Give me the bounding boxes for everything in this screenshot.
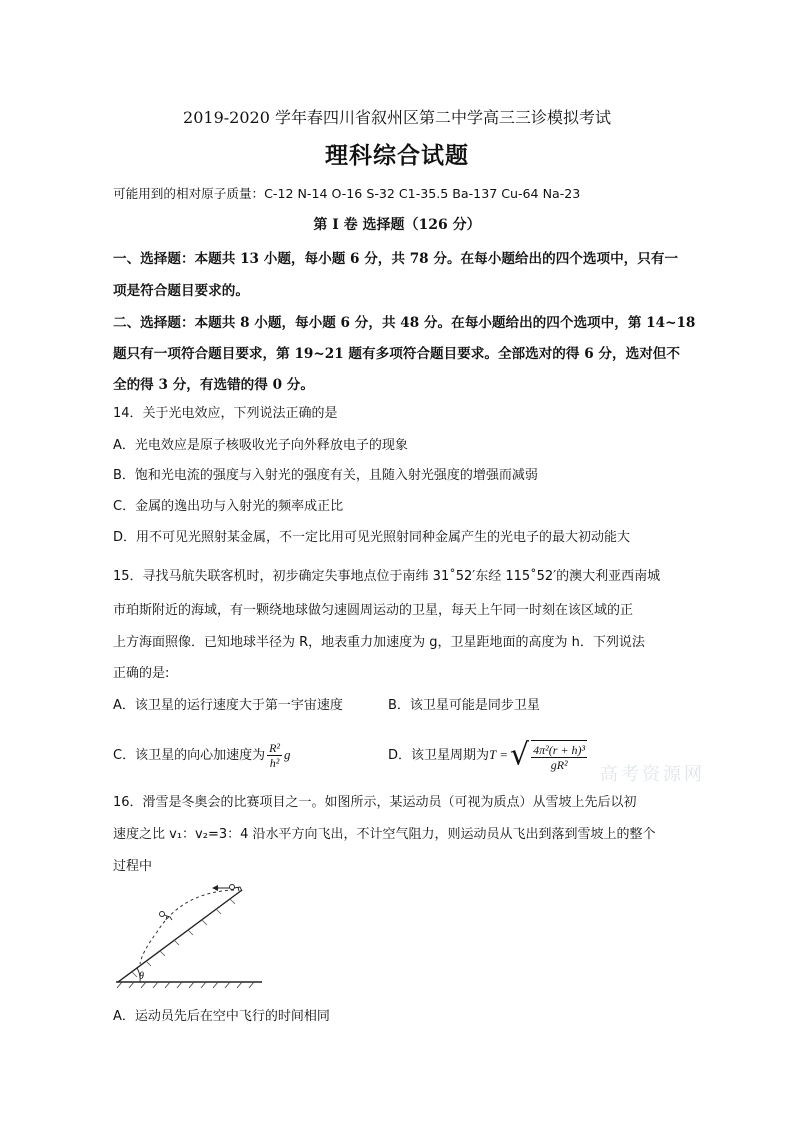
sqrt-sign-icon: √ [510,737,530,773]
exam-title: 2019-2020 学年春四川省叙州区第二中学高三三诊模拟考试 [183,108,611,127]
slope-line [118,890,242,982]
q16-stem-line2: 速度之比 v₁：v₂=3：4 沿水平方向飞出，不计空气阻力，则运动员从飞出到落到雪坡上的整个 [113,827,656,842]
q15-stem-line3: 上方海面照像．已知地球半径为 R，地表重力加速度为 g，卫星距地面的高度为 h．下列说法 [113,635,645,650]
q15-option-c-numerator: R² [269,741,281,755]
instruction-part2-line3: 全的得 3 分，有选错的得 0 分。 [113,377,314,393]
q15-option-d-prefix: D．该卫星周期为 [388,748,490,763]
q14-option-a: A．光电效应是原子核吸收光子向外释放电子的现象 [113,438,408,453]
angle-label: θ [139,971,144,982]
q15-option-d-numerator: 4π²(r + h)³ [533,742,586,757]
q15-option-b: B．该卫星可能是同步卫星 [388,698,540,713]
q15-option-c-denominator: h² [269,756,280,770]
q15-option-c-suffix: g [284,747,291,762]
instruction-part1-line1: 一、选择题：本题共 13 小题，每小题 6 分，共 78 分。在每小题给出的四个选项中，只有一 [113,251,679,267]
q14-option-c: C．金属的逸出功与入射光的频率成正比 [113,499,344,514]
q14-option-b: B．饱和光电流的强度与入射光的强度有关，且随入射光强度的增强而减弱 [113,468,538,483]
watermark: 高考资源网 [600,764,705,785]
q15-stem-line4: 正确的是: [113,666,170,681]
subject-title: 理科综合试题 [325,142,469,169]
q15-option-a: A．该卫星的运行速度大于第一宇宙速度 [113,698,343,713]
q15-option-d-lhs: T = [489,747,509,762]
ski-slope-figure [112,882,272,992]
q14-stem: 14．关于光电效应，下列说法正确的是 [113,406,338,421]
q15-option-d-fraction [531,740,587,772]
trajectory-path [140,890,234,964]
instruction-part2-line2: 题只有一项符合题目要求，第 19~21 题有多项符合题目要求。全部选对的得 6 分，选对但不 [113,346,680,362]
ground-hatch [117,982,254,988]
arrow-head-icon [212,885,218,891]
instruction-part1-line2: 项是符合题目要求的。 [113,283,249,299]
skier-mid-icon [160,912,173,921]
q15-option-d [388,735,589,776]
q15-option-c [113,735,291,776]
section-title: 第 I 卷 选择题（126 分） [313,217,481,233]
q15-option-d-denominator: gR² [550,757,568,772]
q16-stem-line1: 16．滑雪是冬奥会的比赛项目之一。如图所示，某运动员（可视为质点）从雪坡上先后以初 [113,795,637,810]
slope-hatch [132,899,235,977]
q15-stem-line1: 15．寻找马航失联客机时，初步确定失事地点位于南纬 31˚52′东经 115˚52′的澳大利亚西南城 [113,569,661,584]
q15-option-c-prefix: C．该卫星的向心加速度为 [113,748,266,763]
q16-stem-line3: 过程中 [113,859,153,874]
q15-option-c-fraction [267,741,282,770]
q14-option-d: D．用不可见光照射某金属，不一定比用可见光照射同种金属产生的光电子的最大初动能大 [113,530,631,545]
instruction-part2-line1: 二、选择题：本题共 8 小题，每小题 6 分，共 48 分。在每小题给出的四个选项中，第 14~18 [113,315,696,331]
atomic-masses: 可能用到的相对原子质量：C-12 N-14 O-16 S-32 C1-35.5 Ba-137 Cu-64 Na-23 [113,186,581,201]
q15-stem-line2: 市珀斯附近的海域，有一颗绕地球做匀速圆周运动的卫星，每天上午同一时刻在该区域的正 [113,603,634,618]
q16-option-a: A．运动员先后在空中飞行的时间相同 [113,1009,330,1024]
